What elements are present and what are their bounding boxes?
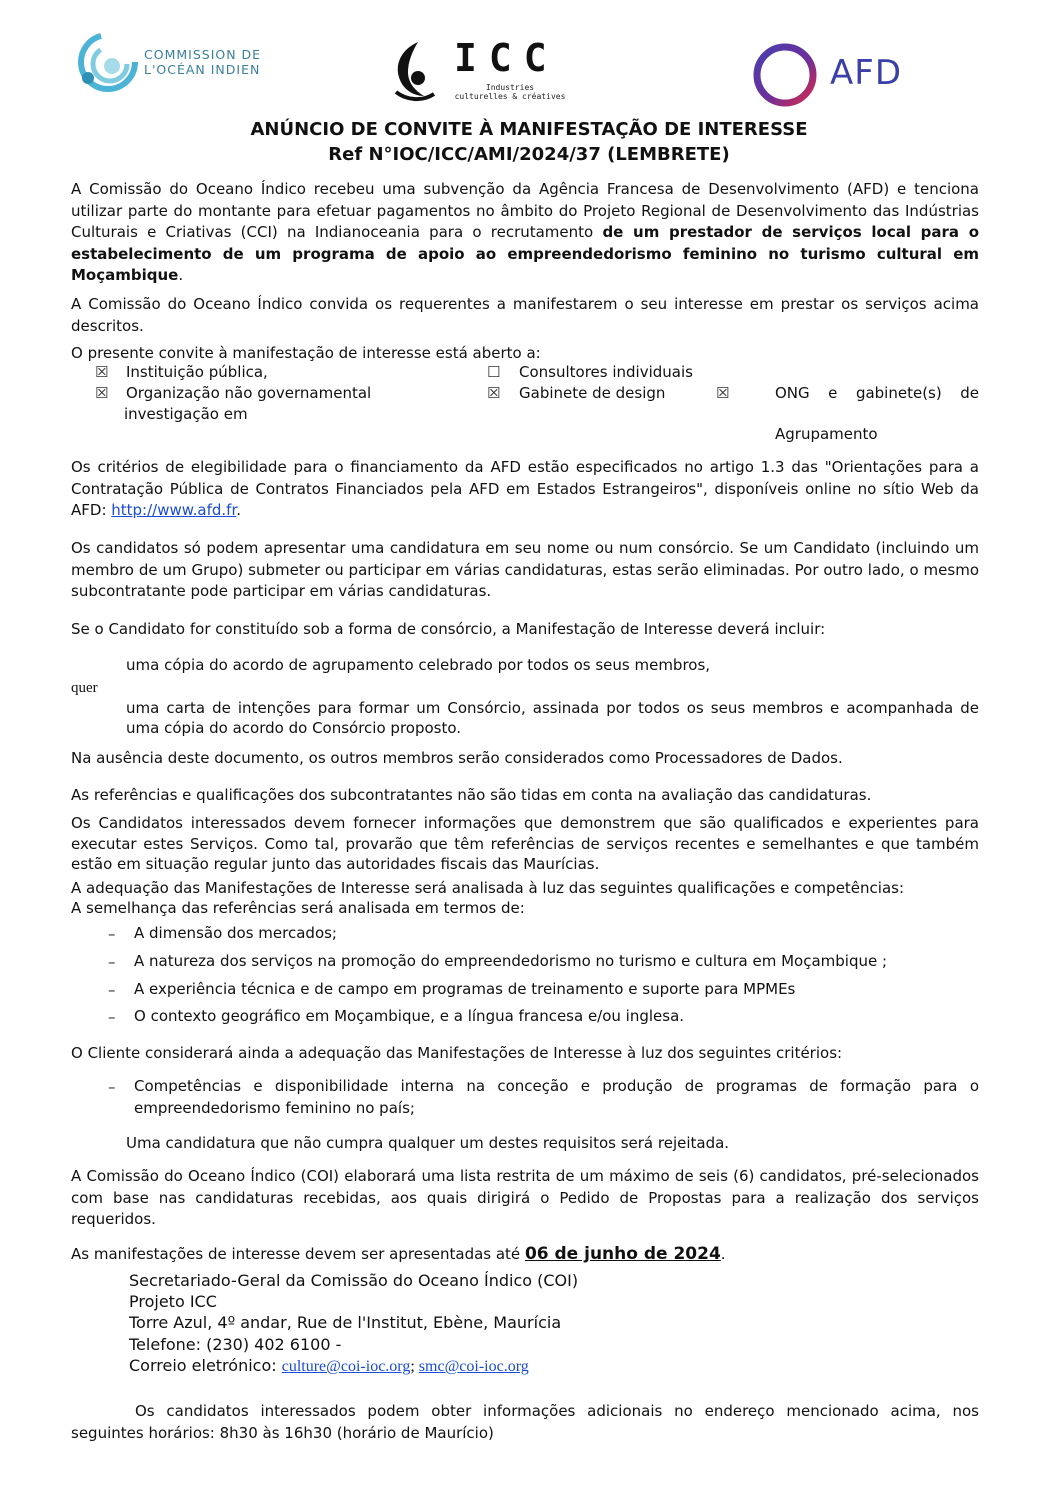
afd-logo [752,42,932,108]
consortium-item-2: uma carta de intenções para formar um Consórcio, assinada por todos os seus membros e acompanhada de uma cópia do acordo do Consórcio proposto. [126,699,979,737]
consortium-or: quer [71,680,98,696]
option-design-office: Gabinete de design [519,384,666,402]
address-line-2: Projeto ICC [129,1292,217,1311]
client-criteria-intro: O Cliente considerará ainda a adequação das Manifestações de Interesse à luz dos seguintes critérios: [71,1044,843,1062]
icc-logo [392,36,567,102]
document-title-line1: ANÚNCIO DE CONVITE À MANIFESTAÇÃO DE INTERESSE [250,119,808,140]
checkbox-checked-icon: ☒ [716,384,730,402]
icc-subtitle-line1: Industries [485,83,535,92]
list-dash: – [108,1078,116,1096]
list-item: A natureza dos serviços na promoção do empreendedorismo no turismo e cultura em Moçambique ; [134,952,888,970]
client-criteria-item: Competências e disponibilidade interna na conceção e produção de programas de formação para o empreendedorismo feminino no país; [134,1077,979,1117]
option-public-institution: Instituição pública, [126,363,268,381]
coi-swirl-icon [78,32,138,92]
eligibility-text: Os critérios de elegibilidade para o financiamento da AFD estão especificados no artigo 1.3 das "Orientações para a Contratação Pública de Contratos Financiados pela AFD em Estados Estrangeiros", disponíveis online no sítio Web da AFD: [71,458,979,519]
email-link-culture[interactable]: culture@coi-ioc.org [281,1358,411,1375]
list-item: O contexto geográfico em Moçambique, e a língua francesa e/ou inglesa. [134,1007,685,1025]
option-individual-consultants: Consultores individuais [519,363,693,381]
address-line-4: Telefone: (230) 402 6100 - [129,1335,342,1354]
open-to-label: O presente convite à manifestação de interesse está aberto a: [71,344,541,362]
eligibility-end: . [236,501,242,519]
list-item: A experiência técnica e de campo em programas de treinamento e suporte para MPMEs [134,980,796,998]
consortium-intro: Se o Candidato for constituído sob a forma de consórcio, a Manifestação de Interesse deverá incluir: [71,620,826,638]
list-dash: – [108,1008,116,1026]
option-ngo: Organização não governamental [126,384,372,402]
checkbox-checked-icon: ☒ [95,384,109,402]
similarity-paragraph: A semelhança das referências será analisada em termos de: [71,899,525,917]
icc-subtitle-line2: culturelles & créatives [454,92,566,101]
absence-paragraph: Na ausência deste documento, os outros membros serão considerados como Processadores de Dados. [71,749,843,767]
address-line-1: Secretariado-Geral da Comissão do Oceano Índico (COI) [129,1271,579,1290]
hours-paragraph: Os candidatos interessados podem obter informações adicionais no endereço mencionado acima, nos seguintes horários: 8h30 às 16h30 (horário de Maurício) [71,1402,979,1442]
list-item: A dimensão dos mercados; [134,924,337,942]
eligibility-paragraph [71,457,979,522]
intro-bold-text: de um prestador de serviços local para o estabelecimento de um programa de apoio ao empreendedorismo feminino no turismo cultural em Moçambique [71,223,979,284]
deadline-paragraph [71,1244,726,1266]
qualified-paragraph: Os Candidatos interessados devem fornecer informações que demonstrem que são qualificados e experientes para executar estes Serviços. Como tal, provarão que têm referências de serviços recentes e semelhantes e que também estão em situação regular junto das autoridades fiscais das Maurícias. [71,814,979,873]
checkbox-checked-icon: ☒ [95,363,109,381]
address-email-line [129,1355,529,1378]
option-research-ngo-cont: investigação em [124,405,248,423]
deadline-date: 06 de junho de 2024 [524,1244,721,1264]
option-research-ngo: ONG e gabinete(s) de [775,384,979,402]
list-dash: – [108,925,116,943]
coi-name-line2: L'OCÉAN INDIEN [144,62,261,77]
icc-wordmark: ICC [454,36,559,80]
shortlist-paragraph: A Comissão do Oceano Índico (COI) elaborará uma lista restrita de um máximo de seis (6) candidatos, pré-selecionados com base nas candidaturas recebidas, aos quais dirigirá o Pedido de Propostas para a realização dos serviços requeridos. [71,1167,979,1228]
checkbox-checked-icon: ☒ [487,384,501,402]
coi-name-line1: COMMISSION DE [144,47,262,62]
invite-paragraph: A Comissão do Oceano Índico convida os requerentes a manifestarem o seu interesse em prestar os serviços acima descritos. [71,295,979,335]
email-link-smc[interactable]: smc@coi-ioc.org [418,1358,529,1375]
rejection-paragraph: Uma candidatura que não cumpra qualquer um destes requisitos será rejeitada. [126,1134,730,1152]
deadline-end: . [720,1245,726,1263]
consortium-item-1: uma cópia do acordo de agrupamento celebrado por todos os seus membros, [126,656,711,674]
afd-wordmark: AFD [830,53,902,93]
option-grouping: Agrupamento [775,425,878,443]
afd-ring-icon [752,42,818,108]
subcontractors-paragraph: As referências e qualificações dos subcontratantes não são tidas em conta na avaliação das candidaturas. [71,786,872,804]
intro-text: A Comissão do Oceano Índico recebeu uma subvenção da Agência Francesa de Desenvolvimento (AFD) e tenciona utilizar parte do montante para efetuar pagamentos no âmbito do Projeto Regional de Desenvolvimento das Indústrias Culturais e Criativas (CCI) na Indianoceania para o recrutamento [71,180,979,241]
address-line-3: Torre Azul, 4º andar, Rue de l'Institut, Ebène, Maurícia [129,1313,562,1332]
coi-logo [78,32,278,94]
document-title-line2: Ref N°IOC/ICC/AMI/2024/37 (LEMBRETE) [328,144,730,165]
checkbox-unchecked-icon: ☐ [487,363,501,381]
single-application-paragraph: Os candidatos só podem apresentar uma candidatura em seu nome ou num consórcio. Se um Candidato (incluindo um membro de um Grupo) submeter ou participar em várias candidaturas, estas serão eliminadas. Por outro lado, o mesmo subcontratante pode participar em várias candidaturas. [71,539,979,600]
email-separator: ; [410,1358,419,1375]
afd-website-link[interactable]: http://www.afd.fr [111,501,237,519]
intro-end: . [178,266,184,284]
email-label: Correio eletrónico: [129,1356,282,1375]
list-dash: – [108,981,116,999]
deadline-text: As manifestações de interesse devem ser apresentadas até [71,1245,525,1263]
list-dash: – [108,953,116,971]
adequacy-paragraph: A adequação das Manifestações de Interesse será analisada à luz das seguintes qualificações e competências: [71,879,905,897]
icc-swirl-icon [392,40,436,102]
intro-paragraph [71,179,979,287]
